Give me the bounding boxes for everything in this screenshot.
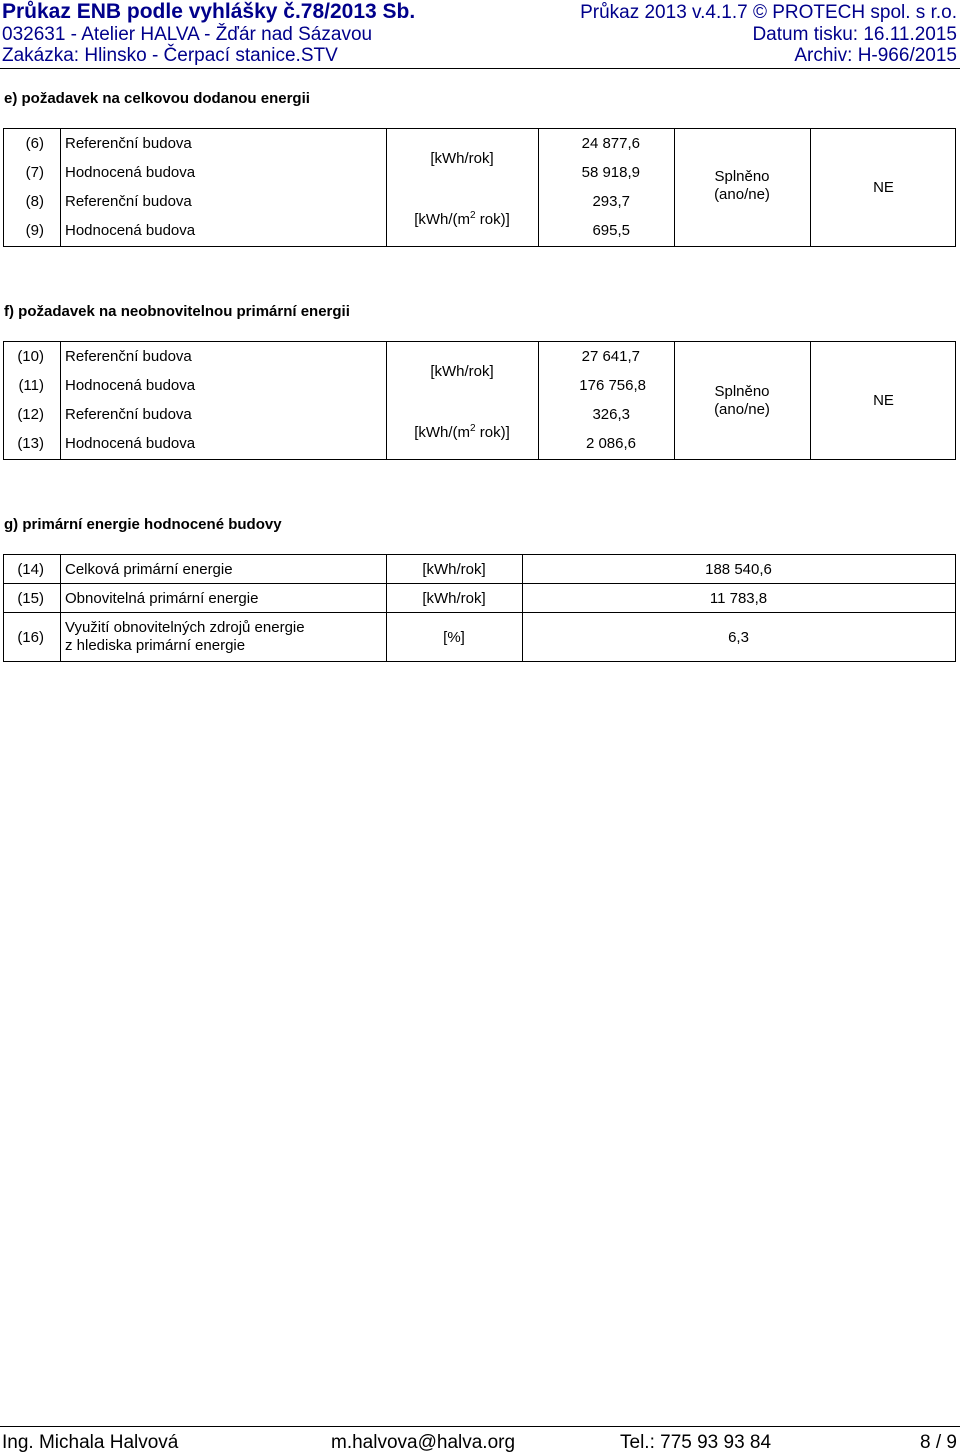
row-number: (12) [17, 406, 44, 423]
row-label: Hodnocená budova [65, 222, 196, 239]
row-number: (14) [17, 561, 44, 578]
page-footer [0, 1426, 960, 1453]
company-line: 032631 - Atelier HALVA - Žďár nad Sázavou [2, 24, 373, 45]
row-number: (15) [17, 590, 44, 607]
job-line: Zakázka: Hlinsko - Čerpací stanice.STV [2, 45, 338, 66]
section-g-title: g) primární energie hodnocené budovy [4, 516, 282, 533]
row-number: (16) [17, 629, 44, 646]
row-value: 695,5 [592, 222, 630, 239]
unit-year: [kWh/rok] [430, 363, 494, 380]
fulfilled-label: Splněno (ano/ne) [714, 168, 770, 203]
unit-area: [$kWh/(m^2$ rok)] [414, 423, 510, 441]
page-number: 8 / 9 [920, 1432, 957, 1453]
row-label: Referenční budova [65, 348, 192, 365]
row-label: Referenční budova [65, 406, 192, 423]
row-label: Referenční budova [65, 135, 192, 152]
author-phone: Tel.: 775 93 93 84 [620, 1432, 772, 1453]
archive-line: Archiv: H-966/2015 [794, 45, 957, 66]
section-f-table [3, 341, 956, 460]
unit-year: [kWh/rok] [430, 150, 494, 167]
row-value: 58 918,9 [581, 164, 640, 181]
row-number: (7) [25, 164, 44, 181]
row-label: Celková primární energie [65, 561, 233, 578]
row-unit: [kWh/rok] [422, 561, 486, 578]
section-f-title: f) požadavek na neobnovitelnou primární energii [4, 303, 350, 320]
row-label: Referenční budova [65, 193, 192, 210]
row-value: 188 540,6 [705, 561, 772, 578]
row-number: (9) [25, 222, 44, 239]
unit-area: [$kWh/(m^2$ rok)] [414, 210, 510, 228]
row-value: 6,3 [728, 629, 749, 646]
row-value: 11 783,8 [709, 590, 768, 607]
fulfilled-result: NE [873, 179, 894, 196]
row-value: 176 756,8 [579, 377, 646, 394]
fulfilled-result: NE [873, 392, 894, 409]
row-unit: [kWh/rok] [422, 590, 486, 607]
row-label: Hodnocená budova [65, 435, 196, 452]
row-value: 2 086,6 [585, 435, 636, 452]
row-label: Obnovitelná primární energie [65, 590, 259, 607]
row-value: 293,7 [592, 193, 630, 210]
row-value: 24 877,6 [581, 135, 640, 152]
section-e-table [3, 128, 956, 247]
row-value: 27 641,7 [581, 348, 640, 365]
row-label: Hodnocená budova [65, 164, 196, 181]
row-value: 326,3 [592, 406, 630, 423]
row-number: (13) [17, 435, 44, 452]
row-label-line2: z hlediska primární energie [65, 637, 246, 654]
row-number: (10) [17, 348, 44, 365]
fulfilled-label: Splněno (ano/ne) [714, 383, 770, 418]
software-version: Průkaz 2013 v.4.1.7 © PROTECH spol. s r.o. [580, 2, 957, 23]
author-email: m.halvova@halva.org [331, 1432, 516, 1453]
row-label: Využití obnovitelných zdrojů energie [65, 619, 305, 636]
row-number: (11) [18, 377, 44, 394]
page-header [0, 0, 960, 69]
row-number: (6) [25, 135, 44, 152]
document-title: Průkaz ENB podle vyhlášky č.78/2013 Sb. [2, 0, 416, 23]
section-e-title: e) požadavek na celkovou dodanou energii [4, 90, 310, 107]
row-number: (8) [25, 193, 44, 210]
print-date: Datum tisku: 16.11.2015 [752, 24, 957, 45]
section-g-table [3, 554, 956, 662]
row-label: Hodnocená budova [65, 377, 196, 394]
author-name: Ing. Michala Halvová [2, 1432, 179, 1453]
row-unit: [%] [443, 629, 465, 646]
